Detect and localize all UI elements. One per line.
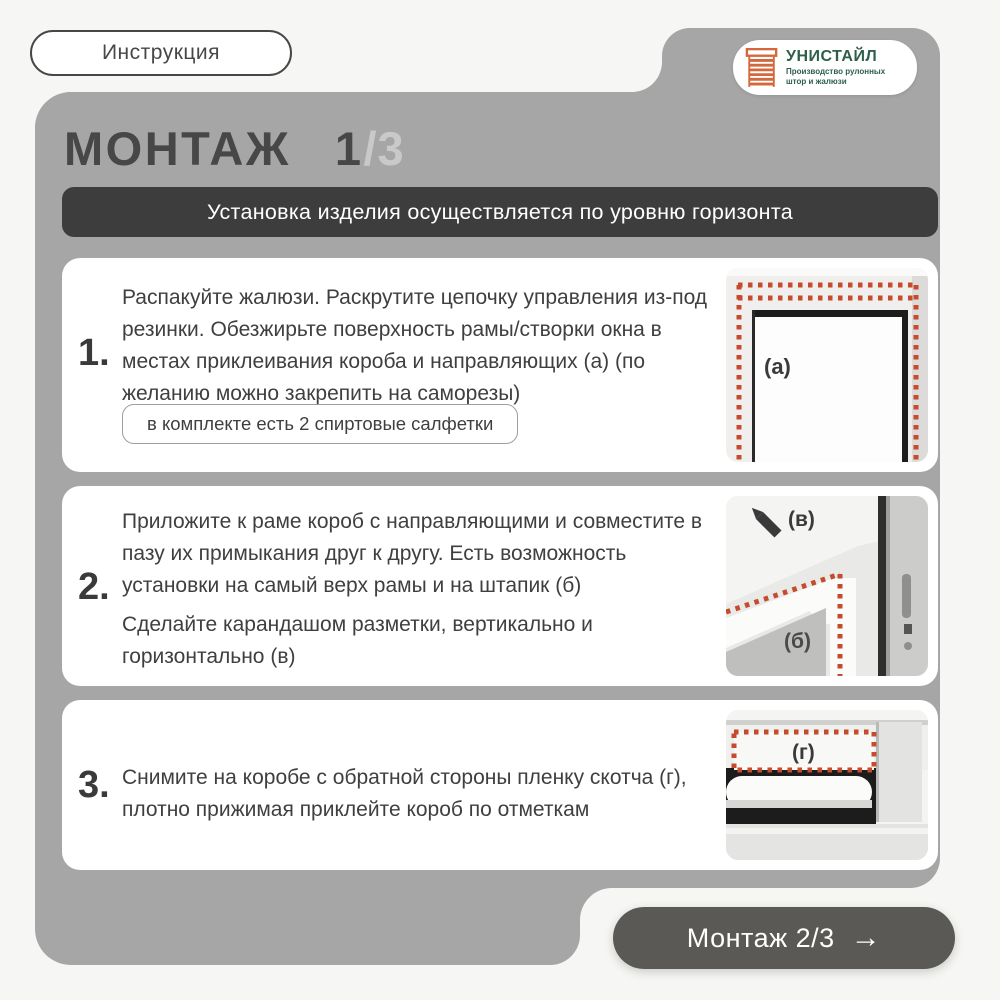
logo-tagline-2: штор и жалюзи [786, 76, 847, 86]
step-2-number: 2. [78, 566, 110, 608]
arrow-right-icon: → [850, 921, 882, 954]
step-3-number: 3. [78, 764, 110, 806]
level-banner [62, 187, 938, 237]
step-2-card [62, 486, 938, 686]
logo [733, 40, 917, 95]
step-1-number: 1. [78, 332, 110, 374]
next-page-button[interactable] [613, 907, 955, 969]
step-1-photo [726, 268, 928, 462]
page-title [64, 121, 405, 176]
blinds-icon [745, 48, 779, 88]
logo-name: УНИСТАЙЛ [786, 47, 878, 65]
label-a: (а) [764, 354, 791, 379]
page-title-word: МОНТАЖ [64, 122, 291, 175]
step-3-card [62, 700, 938, 870]
instruction-badge-label: Инструкция [101, 41, 221, 64]
step-3-text: Снимите на коробе с обратной стороны пленку скотча (г), плотно прижимая приклейте короб по отметкам [122, 766, 687, 821]
instruction-badge[interactable] [30, 30, 292, 76]
frame-marking-illustration [726, 496, 928, 676]
label-v: (в) [788, 508, 815, 531]
step-1-note: в комплекте есть 2 спиртовые салфетки [122, 404, 518, 444]
step-2-paragraph-2: Сделайте карандашом разметки, вертикально и горизонтально (в) [122, 613, 593, 668]
step-2-photo [726, 496, 928, 676]
cassette-tape-illustration [726, 710, 928, 860]
page-number-current: 1 [334, 122, 364, 175]
page-number-total: /3 [363, 122, 405, 175]
label-g: (г) [792, 741, 815, 764]
label-b: (б) [784, 630, 811, 653]
step-1-text: Распакуйте жалюзи. Раскрутите цепочку управления из-под резинки. Обезжирьте поверхность рамы/створки окна в местах приклеивания короба и направляющих (а) (по желанию можно закрепить на саморезы) [122, 286, 708, 405]
next-page-button-label: Монтаж 2/3 [686, 922, 835, 953]
step-2-text [122, 506, 724, 673]
logo-tagline-1: Производство рулонных [786, 66, 886, 76]
level-banner-text: Установка изделия осуществляется по уровню горизонта [206, 199, 794, 224]
step-2-paragraph-1: Приложите к раме короб с направляющими и совместите в пазу их примыкания друг к другу. Есть возможность установки на самый верх рамы и на штапик (б) [122, 510, 703, 597]
step-3-photo [726, 710, 928, 860]
step-1-card [62, 258, 938, 472]
window-frame-illustration [726, 268, 928, 462]
